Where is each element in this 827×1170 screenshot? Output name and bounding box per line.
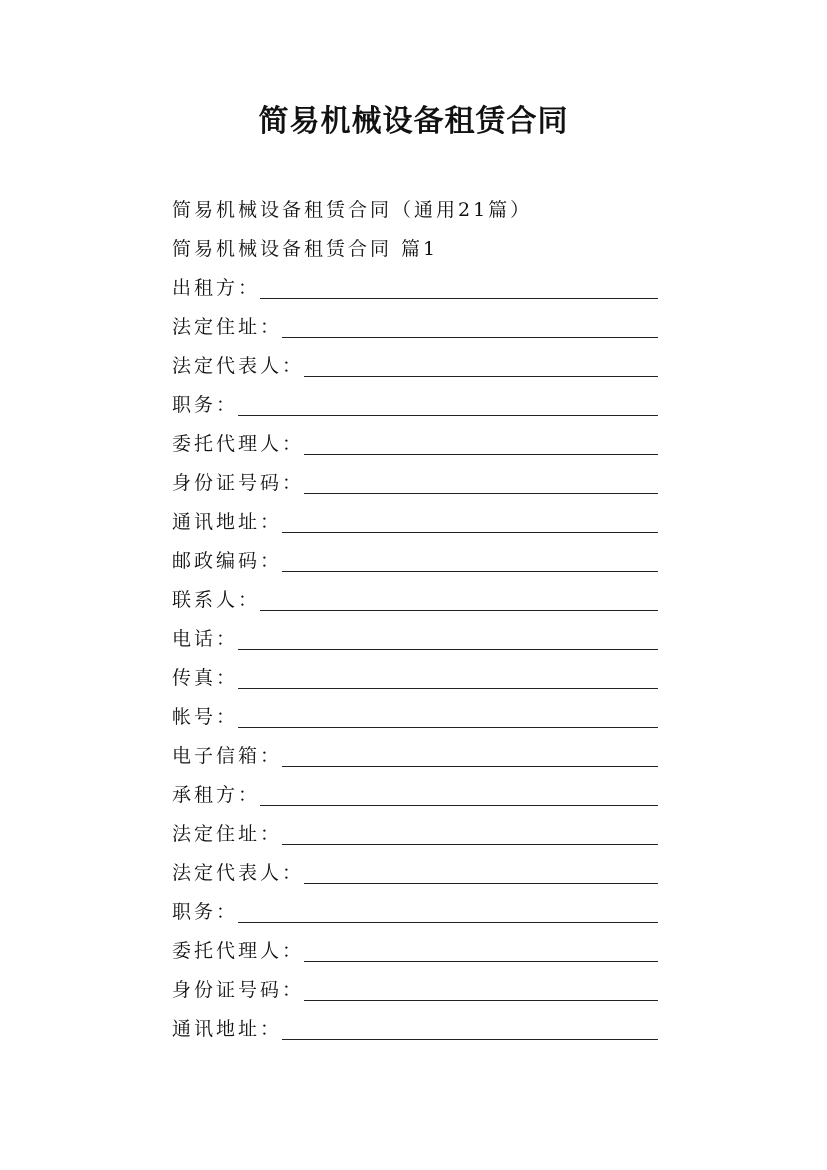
field-row-mailing-address xyxy=(172,508,658,536)
field-label: 身份证号码： xyxy=(172,979,305,1001)
field-row-phone xyxy=(172,625,658,653)
field-label: 职务： xyxy=(172,394,239,416)
field-label: 帐号： xyxy=(172,706,239,728)
fill-in-blank xyxy=(238,415,658,416)
field-label: 承租方： xyxy=(172,784,261,806)
field-row-fax xyxy=(172,664,658,692)
field-label: 委托代理人： xyxy=(172,433,305,455)
field-row-mailing-address xyxy=(172,1015,658,1043)
field-row-id-number xyxy=(172,976,658,1004)
field-row-account xyxy=(172,703,658,731)
fill-in-blank xyxy=(260,298,658,299)
field-row-position xyxy=(172,898,658,926)
field-row-agent xyxy=(172,937,658,965)
field-row-legal-representative xyxy=(172,352,658,380)
field-label: 通讯地址： xyxy=(172,1018,283,1040)
section-heading: 简易机械设备租赁合同 篇1 xyxy=(172,238,439,260)
fill-in-blank xyxy=(304,1000,658,1001)
field-label: 通讯地址： xyxy=(172,511,283,533)
fill-in-blank xyxy=(282,844,658,845)
field-row-legal-address xyxy=(172,313,658,341)
fill-in-blank xyxy=(282,337,658,338)
fill-in-blank xyxy=(238,922,658,923)
fill-in-blank xyxy=(238,688,658,689)
field-label: 电话： xyxy=(172,628,239,650)
fill-in-blank xyxy=(304,376,658,377)
field-label: 法定住址： xyxy=(172,316,283,338)
field-row-id-number xyxy=(172,469,658,497)
fill-in-blank xyxy=(260,610,658,611)
fill-in-blank xyxy=(282,766,658,767)
field-row-lessee xyxy=(172,781,658,809)
field-row-postal-code xyxy=(172,547,658,575)
fill-in-blank xyxy=(304,454,658,455)
fill-in-blank xyxy=(282,571,658,572)
field-label: 法定代表人： xyxy=(172,355,305,377)
fill-in-blank xyxy=(238,727,658,728)
field-row-legal-representative xyxy=(172,859,658,887)
field-row-lessor xyxy=(172,274,658,302)
field-row-contact-person xyxy=(172,586,658,614)
field-label: 联系人： xyxy=(172,589,261,611)
field-label: 委托代理人： xyxy=(172,940,305,962)
fill-in-blank xyxy=(304,883,658,884)
field-label: 职务： xyxy=(172,901,239,923)
fill-in-blank xyxy=(282,1039,658,1040)
collection-line: 简易机械设备租赁合同（通用21篇） xyxy=(172,199,533,221)
field-label: 法定住址： xyxy=(172,823,283,845)
field-label: 法定代表人： xyxy=(172,862,305,884)
fill-in-blank xyxy=(260,805,658,806)
field-row-agent xyxy=(172,430,658,458)
fill-in-blank xyxy=(238,649,658,650)
document-title: 简易机械设备租赁合同 xyxy=(258,104,569,139)
field-label: 电子信箱： xyxy=(172,745,283,767)
fill-in-blank xyxy=(304,961,658,962)
field-label: 出租方： xyxy=(172,277,261,299)
field-label: 身份证号码： xyxy=(172,472,305,494)
field-row-email xyxy=(172,742,658,770)
field-row-legal-address xyxy=(172,820,658,848)
fill-in-blank xyxy=(282,532,658,533)
field-row-position xyxy=(172,391,658,419)
fill-in-blank xyxy=(304,493,658,494)
field-label: 邮政编码： xyxy=(172,550,283,572)
field-label: 传真： xyxy=(172,667,239,689)
